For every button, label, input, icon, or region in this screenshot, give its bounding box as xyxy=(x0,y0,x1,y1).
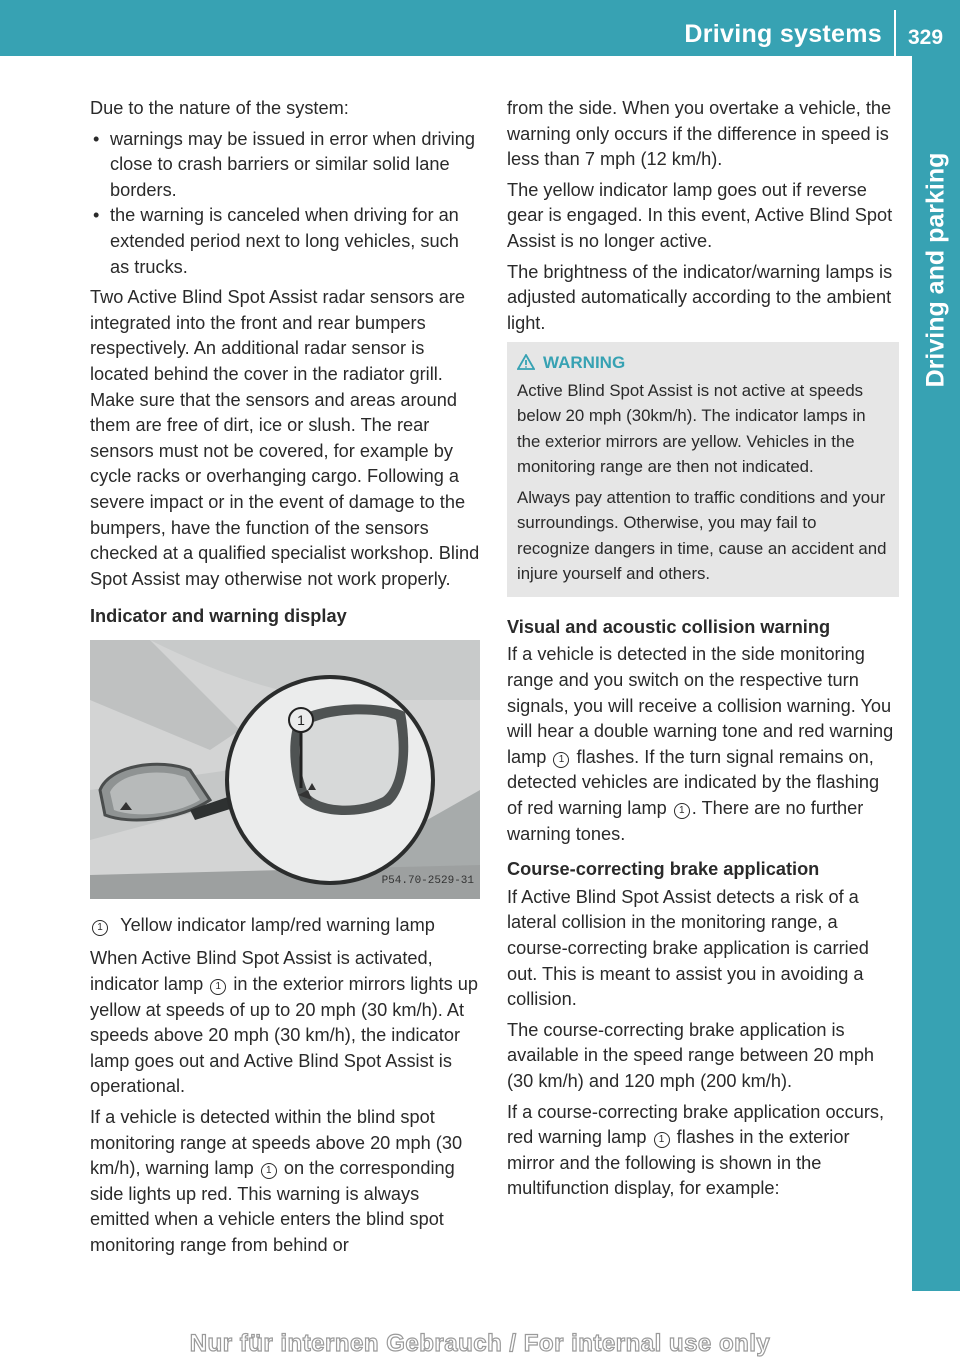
figure-callout: 1 xyxy=(297,711,305,728)
callout-1-icon: 1 xyxy=(654,1132,670,1148)
brake-paragraph-3: If a course-correcting brake application occurs, red warning lamp 1 flashes in the exterior mirror and the following is shown in the multifunction display, for example: xyxy=(507,1101,885,1199)
figure-reference-code: P54.70-2529-31 xyxy=(381,875,474,888)
visual-warning-paragraph: If a vehicle is detected in the side monitoring range and you switch on the respective turn signals, you will receive a collision warning. You will hear a double warning tone and red warning lamp 1 flashes. If the turn signal remains on, detected vehicles are indicated by the flashing of red warning lamp 1 . There are no further warning tones. xyxy=(507,644,894,844)
brightness-paragraph: The brightness of the indicator/warning lamps is adjusted automatically according to the ambient light. xyxy=(507,261,893,333)
warning-box xyxy=(507,342,899,597)
continued-paragraph: from the side. When you overtake a vehicle, the warning only occurs if the difference in speed is less than 7 mph (12 km/h). xyxy=(507,98,892,170)
brake-paragraph-1: If Active Blind Spot Assist detects a risk of a lateral collision in the monitoring range, a course-correcting brake application is carried out. This is meant to assist you in avoiding a collision. xyxy=(507,886,869,1010)
warning-text-1: Active Blind Spot Assist is not active at speeds below 20 mph (30km/h). The indicator lamps in the exterior mirrors are yellow. Vehicles in the monitoring range are then not indicated. xyxy=(517,380,866,477)
callout-1-icon: 1 xyxy=(92,920,108,936)
callout-1-icon: 1 xyxy=(553,752,569,768)
brake-paragraph-2: The course-correcting brake application is available in the speed range between 20 mph (30 km/h) and 120 mph (200 km/h). xyxy=(507,1019,875,1091)
left-column xyxy=(90,96,482,1264)
reverse-paragraph: The yellow indicator lamp goes out if reverse gear is engaged. In this event, Active Blind Spot Assist is no longer active. xyxy=(507,179,893,251)
warning-text-2: Always pay attention to traffic conditions and your surroundings. Otherwise, you may fail to recognize dangers in time, cause an accident and injure yourself and others. xyxy=(517,487,887,584)
section-title: Driving systems xyxy=(684,20,882,48)
chapter-tab-label: Driving and parking xyxy=(921,152,950,388)
bullet-icon: • xyxy=(93,205,100,226)
warning-triangle-icon xyxy=(517,354,535,370)
detected-paragraph: If a vehicle is detected within the blind spot monitoring range at speeds above 20 mph (30 km/h), warning lamp 1 on the corresponding side lights up red. This warning is always emitted when a vehicle enters the blind spot monitoring range from behind or xyxy=(90,1107,463,1255)
figure-caption: 1 Yellow indicator lamp/red warning lamp xyxy=(90,913,482,939)
warning-title: WARNING xyxy=(517,350,889,376)
bullet-icon: • xyxy=(93,128,100,149)
heading-brake-application: Course-correcting brake application xyxy=(507,859,820,880)
mirror-figure xyxy=(90,640,480,899)
callout-1-icon: 1 xyxy=(210,979,226,995)
sensors-paragraph: Two Active Blind Spot Assist radar sensors are integrated into the front and rear bumpers respectively. An additional radar sensor is located behind the cover in the radiator grill. Make sure that the sensors and areas around them are free of dirt, ice or slush. The rear sensors must not be covered, for example by cycle racks or overhanging cargo. Following a severe impact or in the event of damage to the bumpers, have the function of the sensors checked at a qualified specialist workshop. Blind Spot Assist may otherwise not work properly. xyxy=(90,287,480,589)
bullet-item: • the warning is canceled when driving for an extended period next to long vehicles, such as trucks. xyxy=(93,205,459,277)
header-divider xyxy=(894,10,896,56)
activated-paragraph: When Active Blind Spot Assist is activated, indicator lamp 1 in the exterior mirrors lights up yellow at speeds of up to 20 mph (30 km/h). At speeds above 20 mph (30 km/h), the indicator lamp goes out and Active Blind Spot Assist is operational. xyxy=(90,948,478,1097)
callout-1-icon: 1 xyxy=(261,1163,277,1179)
right-column xyxy=(507,96,899,1207)
footer-internal-notice: Nur für internen Gebrauch / For internal use only xyxy=(189,1330,771,1357)
mirror-illustration xyxy=(90,640,480,899)
callout-1-icon: 1 xyxy=(674,803,690,819)
heading-collision-warning: Visual and acoustic collision warning xyxy=(507,616,831,637)
heading-indicator-display: Indicator and warning display xyxy=(90,606,347,627)
bullet-item: • warnings may be issued in error when driving close to crash barriers or similar solid lane borders. xyxy=(93,128,475,200)
page-number: 329 xyxy=(908,26,944,49)
intro-text: Due to the nature of the system: xyxy=(90,98,349,118)
